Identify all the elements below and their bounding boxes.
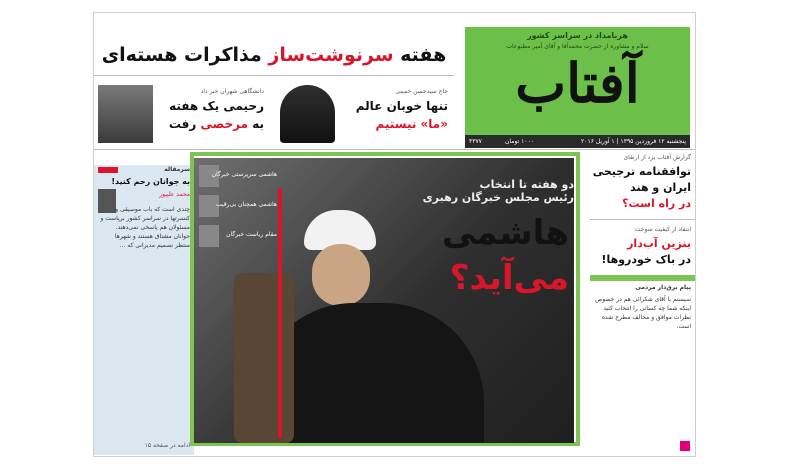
masthead-info-strip bbox=[465, 135, 690, 148]
right-sidebar bbox=[590, 153, 695, 456]
teaser-left-word: به bbox=[252, 117, 264, 131]
lead-item-text: هاشمی همچنان بی‌رقیب bbox=[216, 201, 277, 208]
box1-title-2: ایران و هند bbox=[630, 181, 691, 194]
column-text: سیستم با آقای شکرائی هم در خصوص اینکه شما چه کسانی را انتخاب کنید نظرات موافق و مخالف مطرح شده است. bbox=[595, 296, 691, 330]
lead-item bbox=[197, 163, 277, 189]
teaser-left-title-1: رحیمی یک هفته bbox=[169, 99, 264, 113]
lead-items bbox=[197, 163, 277, 249]
date-line: پنجشنبه ۱۲ فروردین ۱۳۹۵ | ۱ آوریل ۲۰۱۶ bbox=[581, 138, 686, 145]
official-photo bbox=[98, 85, 153, 143]
teaser-left-kicker: دانشگاهی شهران خبر داد bbox=[200, 88, 264, 95]
newspaper-page bbox=[93, 12, 696, 457]
green-divider bbox=[590, 275, 695, 281]
lead-headline-2: می‌آید؟ bbox=[449, 258, 569, 298]
cleric-photo bbox=[280, 85, 335, 143]
box2-kicker: انتقاد از کیفیت سوخت bbox=[634, 226, 691, 233]
divider bbox=[590, 219, 695, 220]
box1-title-3: در راه است؟ bbox=[622, 197, 691, 210]
lead-headline-1: هاشمی bbox=[442, 213, 569, 253]
teaser-mid-title-2: «ما» نیستیم bbox=[375, 117, 448, 131]
lead-item-text: مقام ریاست خبرگان bbox=[226, 231, 277, 238]
masthead bbox=[465, 27, 690, 148]
editorial-body: چندی است که باب موسیقی و کنسرتها در سراسر کشور برپاست و مسئولان هم پاسخی نمی‌دهند. جوانان مشتاق هستند و شهرها منتظر تصمیم مدیرانی که ... bbox=[100, 206, 190, 249]
teaser-left-word-2: رفت bbox=[168, 117, 197, 131]
editorial-title: به جوانان رحم کنید! bbox=[111, 177, 190, 186]
top-story-prefix: هفته bbox=[400, 44, 447, 66]
lead-item bbox=[197, 193, 277, 219]
teaser-mid-title-1: تنها خوبان عالم bbox=[355, 99, 448, 113]
editorial-footer: ادامه در صفحه ۱۵ bbox=[144, 442, 190, 449]
column-heading: پیام برق‌دار مردمی bbox=[635, 284, 691, 291]
lead-item bbox=[197, 223, 277, 249]
editorial-author: محمد علیپور bbox=[159, 191, 190, 198]
lead-kicker-2: رئیس مجلس خبرگان رهبری bbox=[422, 191, 574, 204]
lead-kicker-1: دو هفته تا انتخاب bbox=[479, 178, 574, 191]
box2-title-1: بنزین آب‌دار bbox=[627, 237, 691, 250]
teaser-left bbox=[94, 81, 270, 145]
editorial-label-bar bbox=[98, 167, 118, 173]
divider bbox=[94, 75, 454, 76]
top-story-suffix: مذاکرات هسته‌ای bbox=[101, 44, 262, 66]
top-story-highlight: سرنوشت‌ساز bbox=[268, 44, 394, 66]
masthead-tagline: هربامداد در سراسر کشور bbox=[527, 31, 628, 40]
chair bbox=[234, 273, 294, 443]
lead-headline-group bbox=[324, 178, 574, 204]
lead-accent-bar bbox=[278, 188, 282, 438]
masthead-subline: سلام و مشاوره از حضرت محمدآقا و آقای آمیر مطبوعات bbox=[506, 43, 649, 50]
box1-title-1: توافقنامه ترجیحی bbox=[592, 165, 691, 178]
lead-item-photo bbox=[199, 225, 219, 247]
face bbox=[312, 244, 370, 306]
masthead-logo: آفتاب bbox=[515, 51, 640, 115]
teaser-left-highlight: مرخصی bbox=[200, 117, 249, 131]
lead-item-text: هاشمی سرپرستی خبرگان bbox=[211, 171, 277, 178]
box1-kicker: گزارش آفتاب یزد از ارتقای bbox=[623, 154, 691, 161]
color-marker bbox=[680, 441, 690, 451]
issue-number: ۴۳۷۷ bbox=[469, 138, 482, 145]
top-story-headline bbox=[94, 44, 454, 66]
teaser-left-title-2 bbox=[169, 117, 264, 131]
divider bbox=[94, 149, 695, 150]
editorial-column bbox=[94, 165, 194, 455]
editorial-label: سرمقاله bbox=[164, 166, 190, 173]
price: ۱۰۰۰ تومان bbox=[505, 138, 535, 145]
teaser-mid-kicker: حاج سیدحسن خمینی bbox=[395, 88, 448, 95]
box2-title-2: در باک خودروها! bbox=[601, 253, 691, 266]
teaser-mid bbox=[274, 81, 454, 145]
